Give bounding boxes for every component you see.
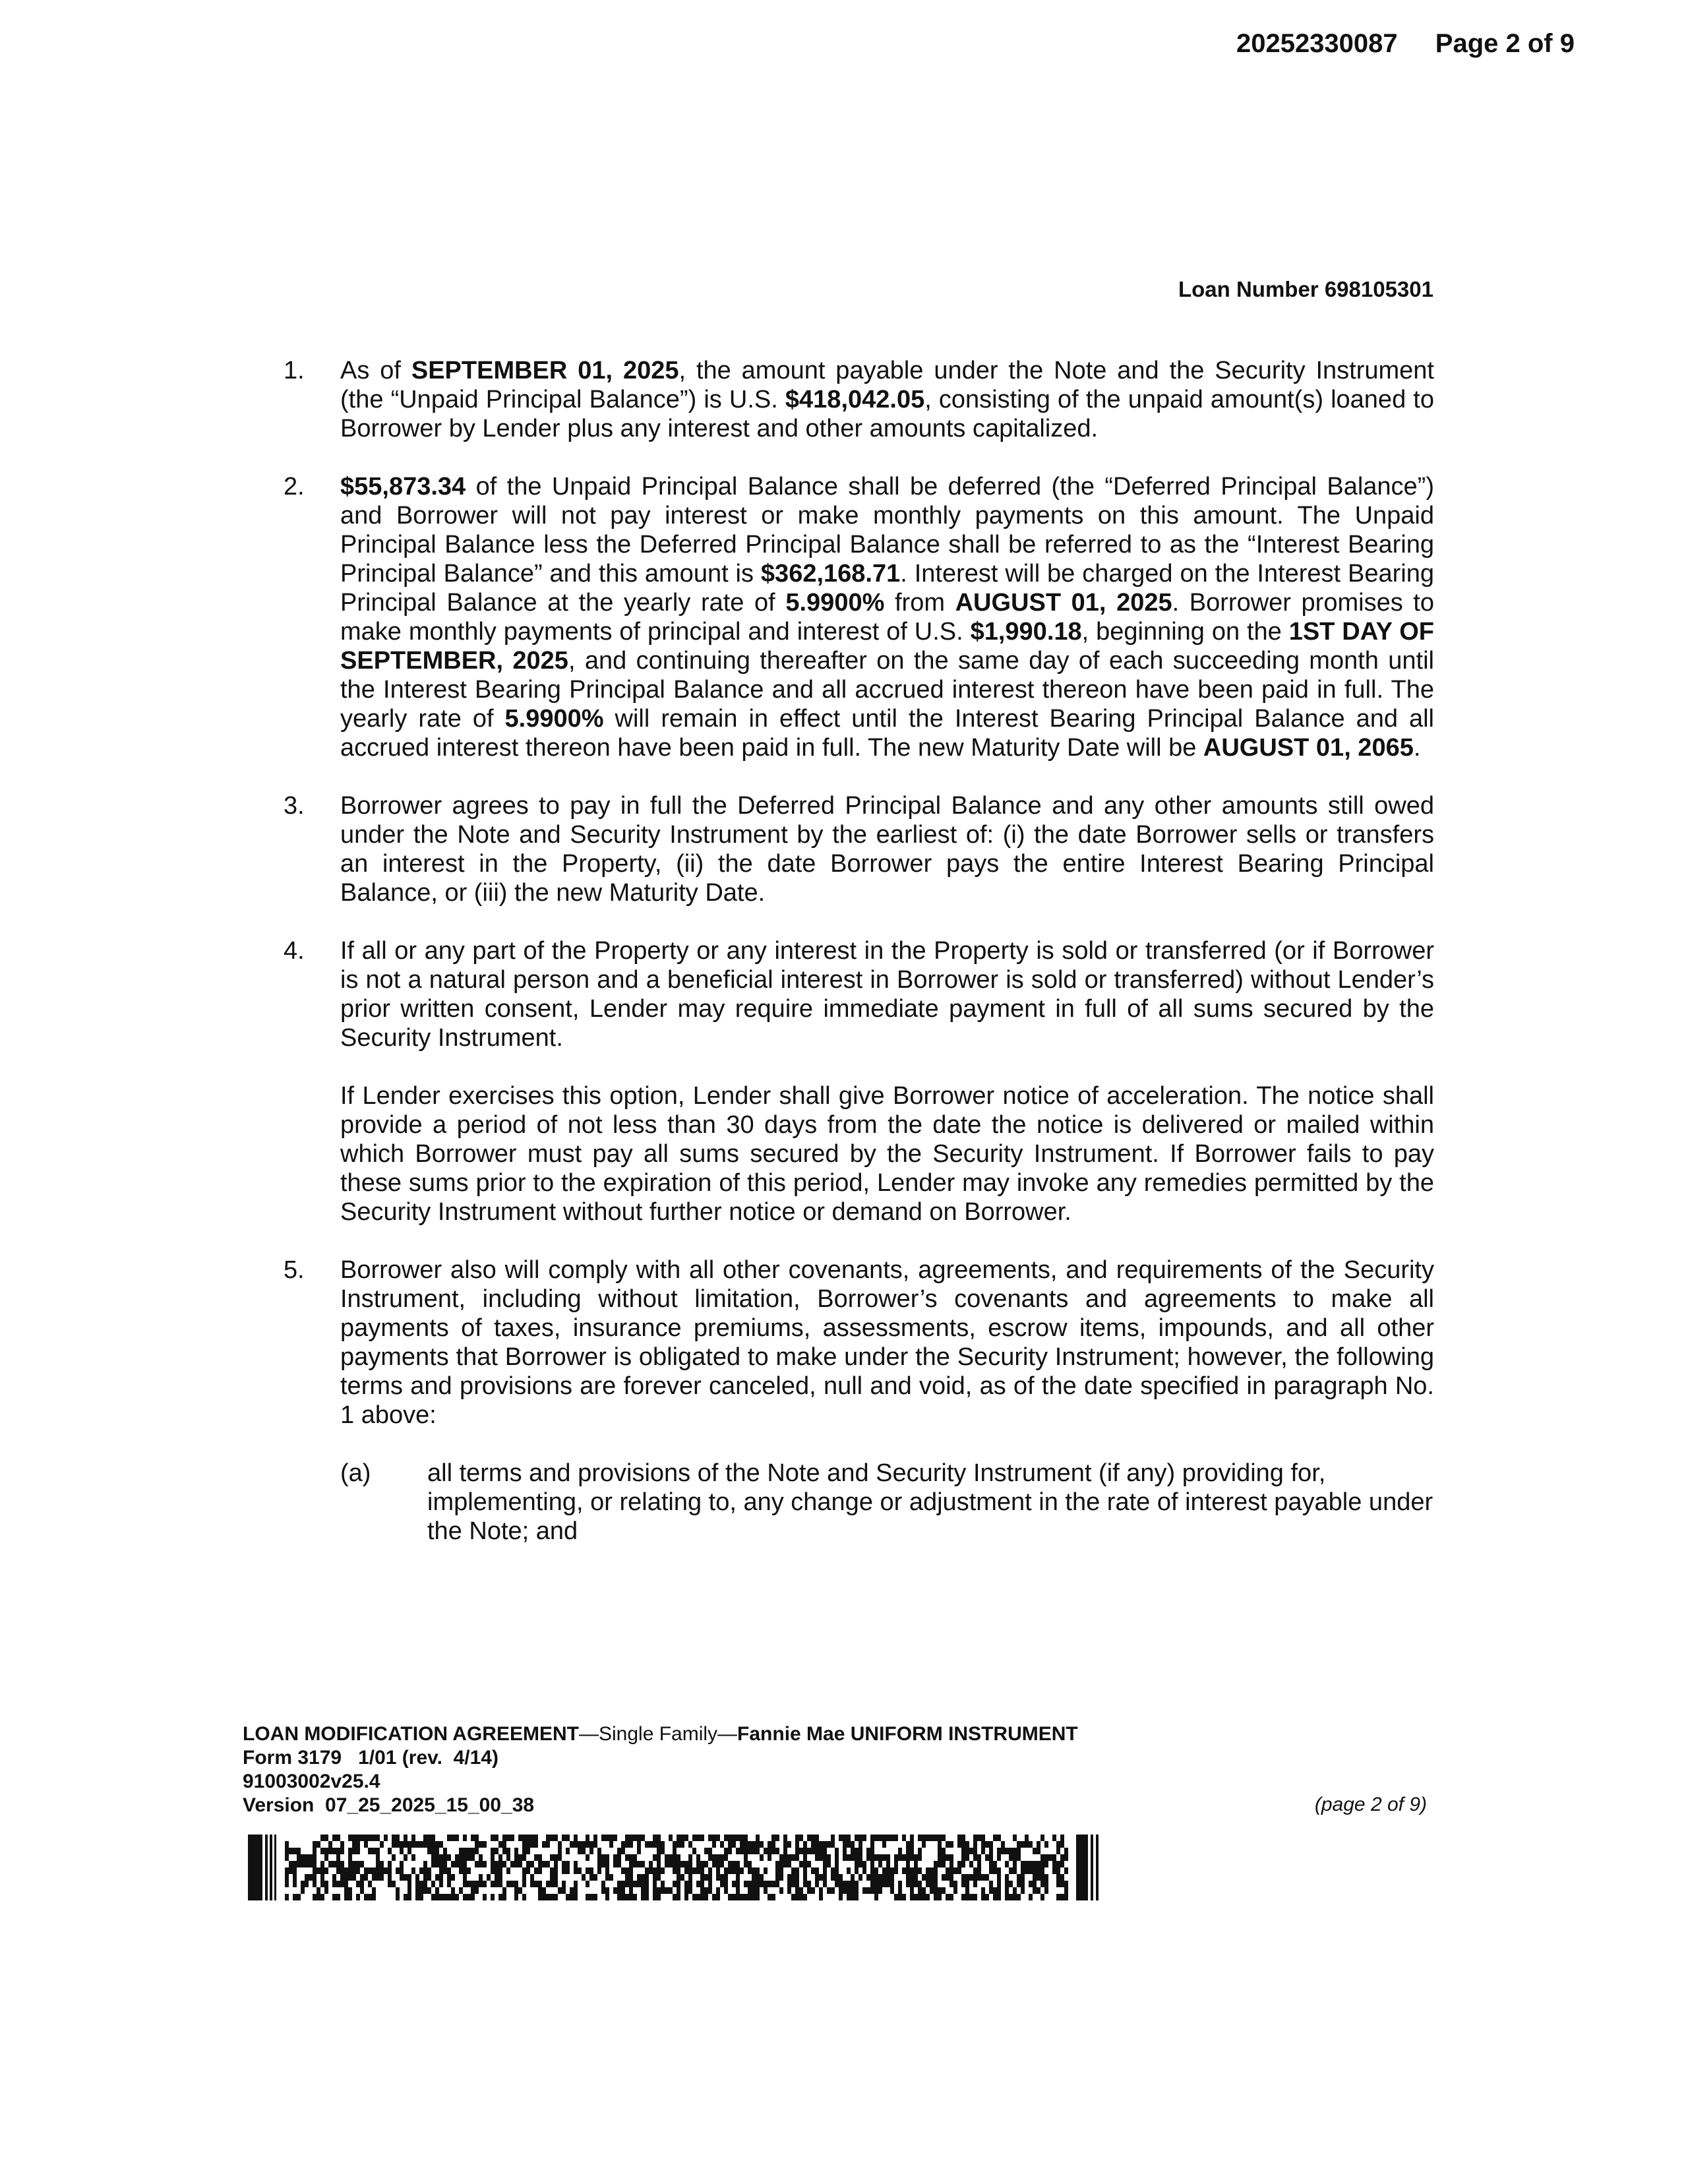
text-run: . — [1413, 734, 1421, 762]
text-run: , consisting of the unpaid amount(s) loaned to Borrower by Lender plus any interest and other amounts capitalized. — [340, 386, 1434, 442]
item-paragraph — [340, 936, 1434, 1052]
bold-text: 1ST DAY OF SEPTEMBER, 2025 — [340, 618, 1435, 675]
text-run: . Borrower promises to make monthly payments of principal and interest of U.S. — [340, 589, 1434, 646]
barcode-image — [248, 1835, 1099, 1900]
text-run: , the amount payable under the Note and the Security Instrument (the “Unpaid Principal Balance”) is U.S. — [340, 357, 1434, 413]
text-run: will remain in effect until the Interest Bearing Principal Balance and all accrued interest thereon have been paid in full. The new Maturity Date will be — [340, 705, 1434, 762]
text-run: of the Unpaid Principal Balance shall be deferred (the “Deferred Principal Balance”) and Borrower will not pay interest or make monthly payments on this amount. The Unpaid Principal Balance less the Deferred Principal Balance shall be referred to as the “Interest Bearing Principal Balance” and this amount is — [340, 473, 1434, 588]
bold-text: AUGUST 01, 2065 — [1203, 734, 1414, 762]
bold-text: 5.9900% — [785, 589, 885, 617]
paragraph-item-2 — [284, 472, 1434, 762]
text-run: Borrower agrees to pay in full the Deferred Principal Balance and any other amounts still owed under the Note and Security Instrument by the earliest of: (i) the date Borrower sells or transfers an interest in the Property, (ii) the date Borrower pays the entire Interest Bearing Principal Balance, or (iii) the new Maturity Date. — [340, 792, 1434, 907]
document-number: 20252330087 — [1236, 29, 1398, 58]
bold-text: $418,042.05 — [785, 386, 925, 413]
sub-item — [284, 1459, 1434, 1546]
paragraph-item-1 — [284, 356, 1434, 443]
page-label: Page 2 of 9 — [1435, 29, 1575, 58]
paragraph-item-4 — [284, 936, 1434, 1227]
bold-text: $55,873.34 — [340, 473, 466, 501]
page-of-indicator: (page 2 of 9) — [1314, 1794, 1427, 1815]
item-paragraph — [340, 791, 1434, 907]
agreement-body — [284, 356, 1434, 1575]
item-paragraph — [340, 1256, 1434, 1430]
form-number: Form 3179 1/01 (rev. 4/14) — [243, 1747, 498, 1769]
text-run: Borrower also will comply with all other covenants, agreements, and requirements of the Security Instrument, including without limitation, Borrower’s covenants and agreements to make all payments of taxes, insurance premiums, assessments, escrow items, impounds, and all other payments that Borrower is obligated to make under the Security Instrument; however, the following terms and provisions are forever canceled, null and void, as of the date specified in paragraph No. 1 above: — [340, 1256, 1434, 1429]
form-code: 91003002v25.4 — [243, 1771, 380, 1792]
item-number: 3. — [284, 792, 305, 820]
form-version: Version 07_25_2025_15_00_38 — [243, 1794, 535, 1816]
form-title-part3: Fannie Mae UNIFORM INSTRUMENT — [737, 1723, 1078, 1745]
bold-text: 5.9900% — [504, 705, 604, 733]
bold-text: $362,168.71 — [760, 560, 901, 588]
form-footer — [243, 1722, 1078, 1817]
text-run: , and continuing thereafter on the same day of each succeeding month until the Interest Bearing Principal Balance and all accrued interest thereon have been paid in full. The yearly rate of — [340, 647, 1434, 733]
text-run: , beginning on the — [1081, 618, 1289, 646]
paragraph-item-3 — [284, 791, 1434, 907]
item-number: 2. — [284, 473, 305, 501]
item-paragraph — [340, 356, 1434, 443]
text-run: If all or any part of the Property or any interest in the Property is sold or transferred (or if Borrower is not a natural person and a beneficial interest in Borrower is sold or transferred) without Lender’s prior written consent, Lender may require immediate payment in full of all sums secured by the Security Instrument. — [340, 937, 1434, 1052]
item-paragraph — [340, 1081, 1434, 1227]
bold-text: $1,990.18 — [970, 618, 1082, 646]
paragraph-item-5 — [284, 1256, 1434, 1546]
item-number: 4. — [284, 937, 305, 965]
text-run: If Lender exercises this option, Lender shall give Borrower notice of acceleration. The notice shall provide a period of not less than 30 days from the date the notice is delivered or mailed within which Borrower must pay all sums secured by the Security Instrument. If Borrower fails to pay these sums prior to the expiration of this period, Lender may invoke any remedies permitted by the Security Instrument without further notice or demand on Borrower. — [340, 1082, 1434, 1226]
page-header — [1236, 29, 1575, 59]
item-number: 5. — [284, 1256, 305, 1284]
item-number: 1. — [284, 357, 305, 384]
form-title — [243, 1722, 1078, 1746]
text-run: from — [884, 589, 955, 617]
form-title-part1: LOAN MODIFICATION AGREEMENT — [243, 1723, 579, 1745]
text-run: . Interest will be charged on the Interest Bearing Principal Balance at the yearly rate of — [340, 560, 1435, 617]
item-paragraph — [340, 472, 1434, 762]
form-title-part2: —Single Family— — [578, 1723, 738, 1745]
bold-text: SEPTEMBER 01, 2025 — [411, 357, 679, 384]
sub-item-text: all terms and provisions of the Note and Security Instrument (if any) providing for, implementing, or relating to, any change or adjustment in the rate of interest payable under the Note; and — [427, 1459, 1433, 1545]
loan-number: Loan Number 698105301 — [1178, 277, 1433, 301]
bold-text: AUGUST 01, 2025 — [955, 589, 1172, 617]
text-run: As of — [340, 357, 411, 384]
sub-item-number: (a) — [340, 1459, 371, 1487]
